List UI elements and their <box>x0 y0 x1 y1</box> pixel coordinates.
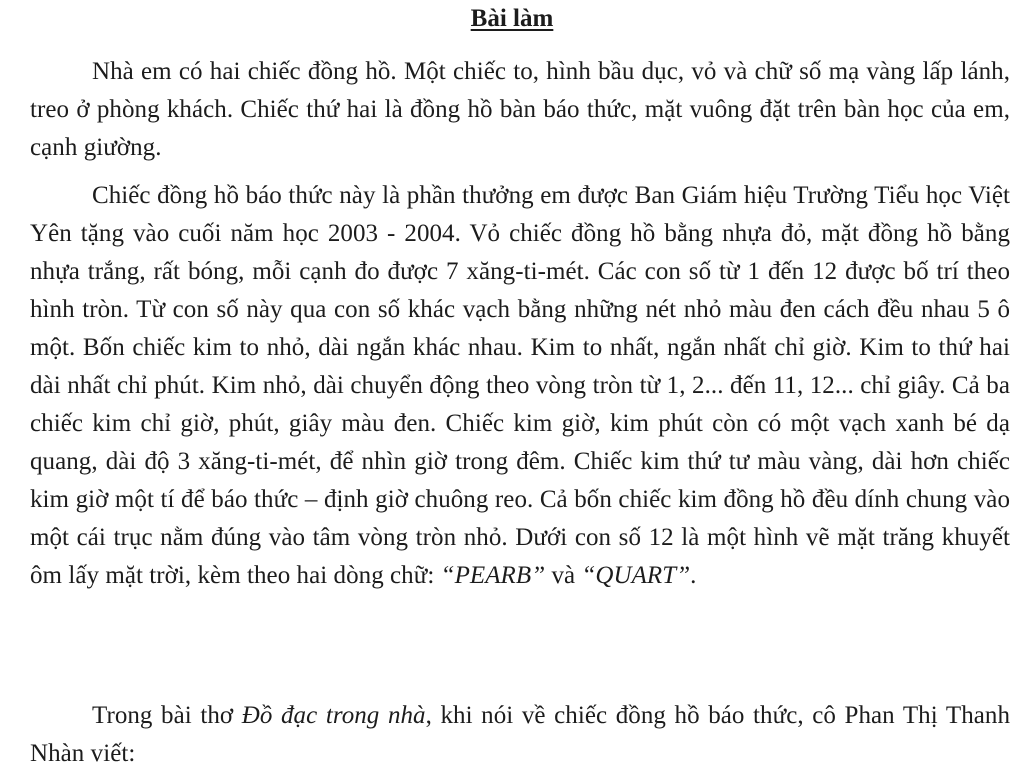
document-title: Bài làm <box>470 5 554 32</box>
paragraph-2-end: . <box>690 562 697 589</box>
paragraph-2-text: Chiếc đồng hồ báo thức này là phần thưởng em được Ban Giám hiệu Trường Tiểu học Việt Yên tặng vào cuối năm học 2003 - 2004. Vỏ chiếc đồng hồ bằng nhựa đỏ, mặt đồng hồ bằng nhựa trắng, rất bóng, mỗi cạnh đo được 7 xăng-ti-mét. Các con số từ 1 đến 12 được bố trí theo hình tròn. Từ con số này qua con số khác vạch bằng những nét nhỏ màu đen cách đều nhau 5 ô một. Bốn chiếc kim to nhỏ, dài ngắn khác nhau. Kim to nhất, ngắn nhất chỉ giờ. Kim to thứ hai dài nhất chỉ phút. Kim nhỏ, dài chuyển động theo vòng tròn từ 1, 2... đến 11, 12... chỉ giây. Cả ba chiếc kim chỉ giờ, phút, giây màu đen. Chiếc kim giờ, kim phút còn có một vạch xanh bé dạ quang, dài độ 3 xăng-ti-mét, để nhìn giờ trong đêm. Chiếc kim thứ tư màu vàng, dài hơn chiếc kim giờ một tí để báo thức – định giờ chuông reo. Cả bốn chiếc kim đồng hồ đều dính chung vào một cái trục nằm đúng vào tâm vòng tròn nhỏ. Dưới con số 12 là một hình vẽ mặt trăng khuyết ôm lấy mặt trời, kèm theo hai dòng chữ: <box>30 182 1010 589</box>
paragraph-3 <box>30 697 1010 773</box>
paragraph-2-conjunction: và <box>545 562 582 589</box>
quoted-word-pearb: “PEARB” <box>440 562 546 589</box>
poem-title: Đồ đạc trong nhà <box>241 702 426 729</box>
paragraph-3-end: , khi nói về chiếc đồng hồ báo thức, cô Phan Thị Thanh Nhàn viết: <box>30 702 1010 767</box>
paragraph-3-start: Trong bài thơ <box>92 702 242 729</box>
paragraph-2 <box>30 177 1010 595</box>
quoted-word-quart: “QUART” <box>581 562 691 589</box>
paragraph-1: Nhà em có hai chiếc đồng hồ. Một chiếc to, hình bầu dục, vỏ và chữ số mạ vàng lấp lánh, treo ở phòng khách. Chiếc thứ hai là đồng hồ bàn báo thức, mặt vuông đặt trên bàn học của em, cạnh giường. <box>30 58 1010 161</box>
